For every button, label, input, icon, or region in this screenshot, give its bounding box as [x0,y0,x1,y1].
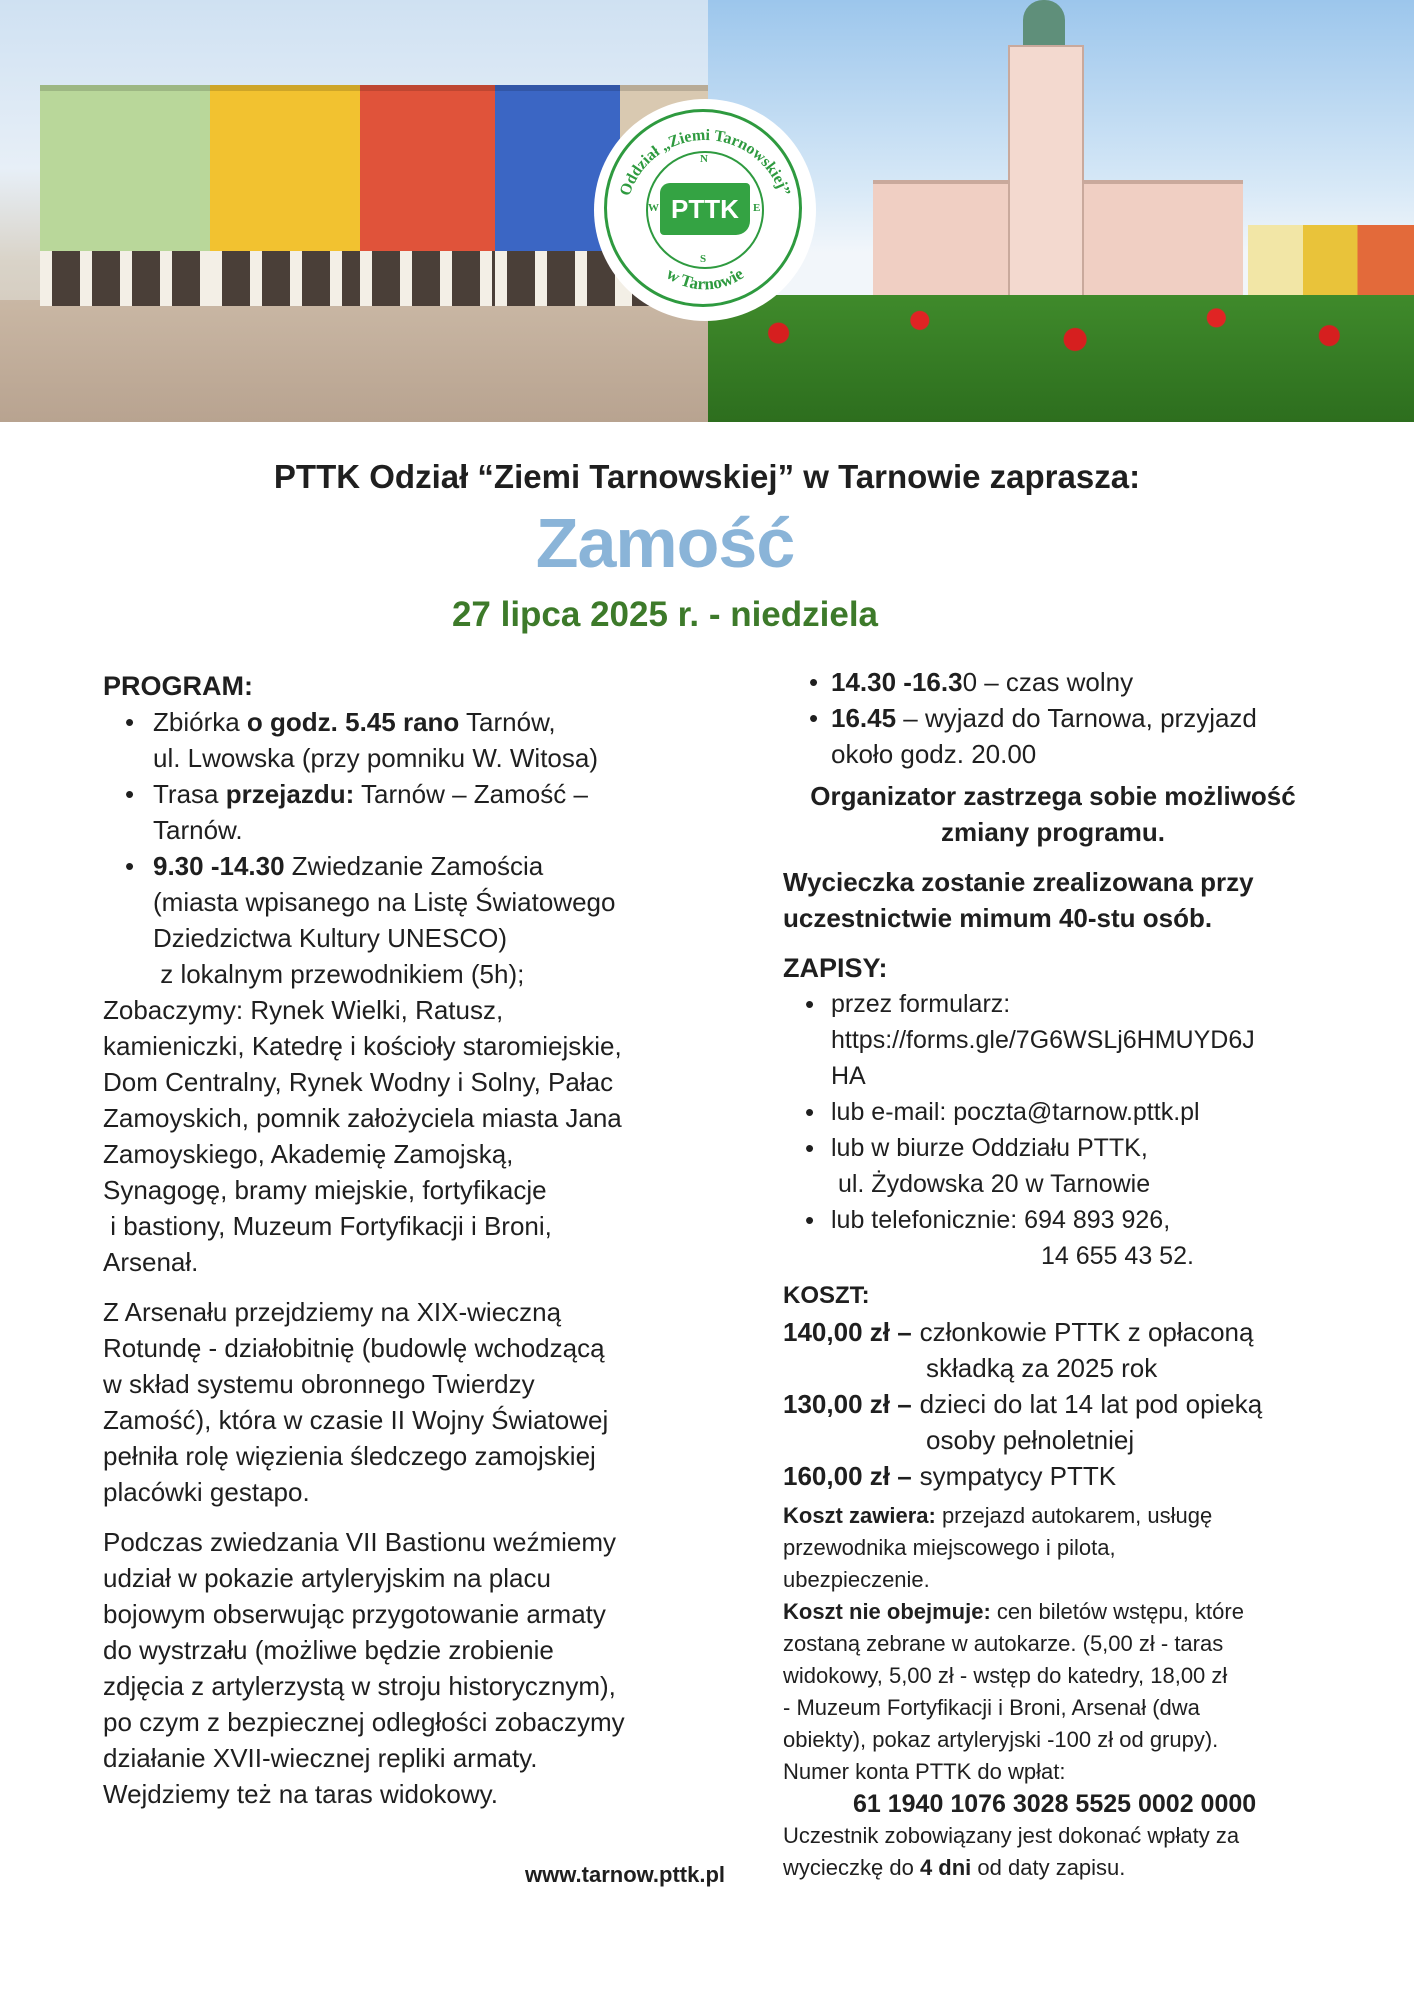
program-column [103,668,683,1812]
tenement-house-green [40,85,210,306]
program-item-sightseeing: • 9.30 -14.30 Zwiedzanie Zamościa (miasta wpisanego na Listę Światowego Dziedzictwa Kultury UNESCO) z lokalnym przewodnikiem (5h); [103,848,683,992]
compass-s: S [700,253,707,265]
logo-pttk-badge: PTTK [660,183,750,235]
signup-phone-item: • lub telefonicznie: 694 893 926, 14 655 43 52. [783,1202,1323,1274]
signup-office-item: • lub w biurze Oddziału PTTK, ul. Żydowska 20 w Tarnowie [783,1130,1323,1202]
compass-e: E [753,202,761,214]
signup-form-link[interactable]: https://forms.gle/7G6WSLj6HMUYD6J [831,1026,1255,1054]
arsenal-paragraph: Z Arsenału przejdziemy na XIX-wieczną Rotundę - działobitnię (budowlę wchodzącą w skład systemu obronnego Twierdzy Zamość), która w czasie II Wojny Światowej pełniła rolę więzienia śledczego zamojskiej placówki gestapo. [103,1297,609,1507]
trip-date: 27 lipca 2025 r. - niedziela [451,595,879,634]
program-item-gathering: • Zbiórka o godz. 5.45 rano Tarnów, ul. Lwowska (przy pomniku W. Witosa) [103,704,683,776]
tenement-house-yellow [210,85,360,306]
info-column [783,664,1323,1884]
bastion-paragraph: Podczas zwiedzania VII Bastionu weźmiemy udział w pokazie artyleryjskim na placu bojowym obserwując przygotowanie armaty do wystrzału (możliwe będzie zrobienie zdjęcia z artylerzystą w stroju historycznym), po czym z bezpiecznej odległości zobaczymy działanie XVII-wiecznej repliki armaty. Wejdziemy też na taras widokowy. [103,1527,625,1809]
program-item-free-time: • 14.30 -16.30 – czas wolny [783,664,1323,700]
signup-heading: ZAPISY: [783,953,888,983]
sights-paragraph: Zobaczymy: Rynek Wielki, Ratusz, kamieniczki, Katedrę i kościoły staromiejskie, Dom Centralny, Rynek Wodny i Solny, Pałac Zamoyskich, pomnik założyciela miasta Jana Zamoyskiego, Akademię Zamojską, Synagogę, bramy miejskie, fortyfikacje i bastiony, Muzeum Fortyfikacji i Broni, Arsenał. [103,995,622,1277]
signup-form-item: • przez formularz: https://forms.gle/7G6WSLj6HMUYD6J HA [783,986,1323,1094]
bank-account-number: 61 1940 1076 3028 5525 0002 0000 [853,1790,1257,1818]
price-list: 140,00 zł – członkowie PTTK z opłaconą składką za 2025 rok 130,00 zł – dzieci do lat 14 lat pod opieką osoby pełnoletniej 160,00 zł – sympatycy PTTK [783,1314,1323,1494]
cost-heading: KOSZT: [783,1282,870,1309]
program-heading: PROGRAM: [103,671,253,701]
signup-email-item[interactable]: • lub e-mail: poczta@tarnow.pttk.pl [783,1094,1323,1130]
price-supporters: 160,00 zł – sympatycy PTTK [783,1461,1117,1491]
logo-bottom-text: w Tarnowie [663,263,747,294]
signup-list [783,986,1323,1274]
tenement-house-red [360,85,495,306]
price-children: 130,00 zł – dzieci do lat 14 lat pod opieką [783,1389,1263,1419]
organizer-note: Organizator zastrzega sobie możliwość zmiany programu. [810,781,1296,847]
compass-n: N [700,153,708,165]
pttk-logo [596,101,814,319]
price-members: 140,00 zł – członkowie PTTK z opłaconą [783,1317,1254,1347]
intro-title: PTTK Odział “Ziemi Tarnowskiej” w Tarnowie zaprasza: [273,458,1141,495]
website-link[interactable]: www.tarnow.pttk.pl [525,1862,726,1887]
town-hall-tower [1008,45,1084,319]
program-item-route: • Trasa przejazdu: Tarnów – Zamość – Tarnów. [103,776,683,848]
program-item-return: • 16.45 – wyjazd do Tarnowa, przyjazd około godz. 20.00 [783,700,1323,772]
program-list [103,704,683,992]
compass-w: W [648,202,659,214]
logo-top-text: Oddział „Ziemi Tarnowskiej” [616,126,794,199]
header-photos [0,0,1414,422]
minimum-participants-note: Wycieczka zostanie zrealizowana przy uczestnictwie mimum 40-stu osób. [783,867,1254,933]
destination-title: Zamość [535,504,795,582]
cost-details: Koszt zawiera: przejazd autokarem, usługę przewodnika miejscowego i pilota, ubezpieczenie. Koszt nie obejmuje: cen biletów wstępu, które zostaną zebrane w autokarze. (5,00 zł - taras widokowy, 5,00 zł - wstęp do katedry, 18,00 zł - Muzeum Fortyfikacji i Broni, Arsenał (dwa obiekty), pokaz artyleryjski -100 zł od grupy). Numer konta PTTK do wpłat: 61 1940 1076 3028 5525 0002 0000 Uczestnik zobowiązany jest dokonać wpłaty za wycieczkę do 4 dni od daty zapisu. [783,1500,1323,1884]
program-list-continued [783,664,1323,772]
